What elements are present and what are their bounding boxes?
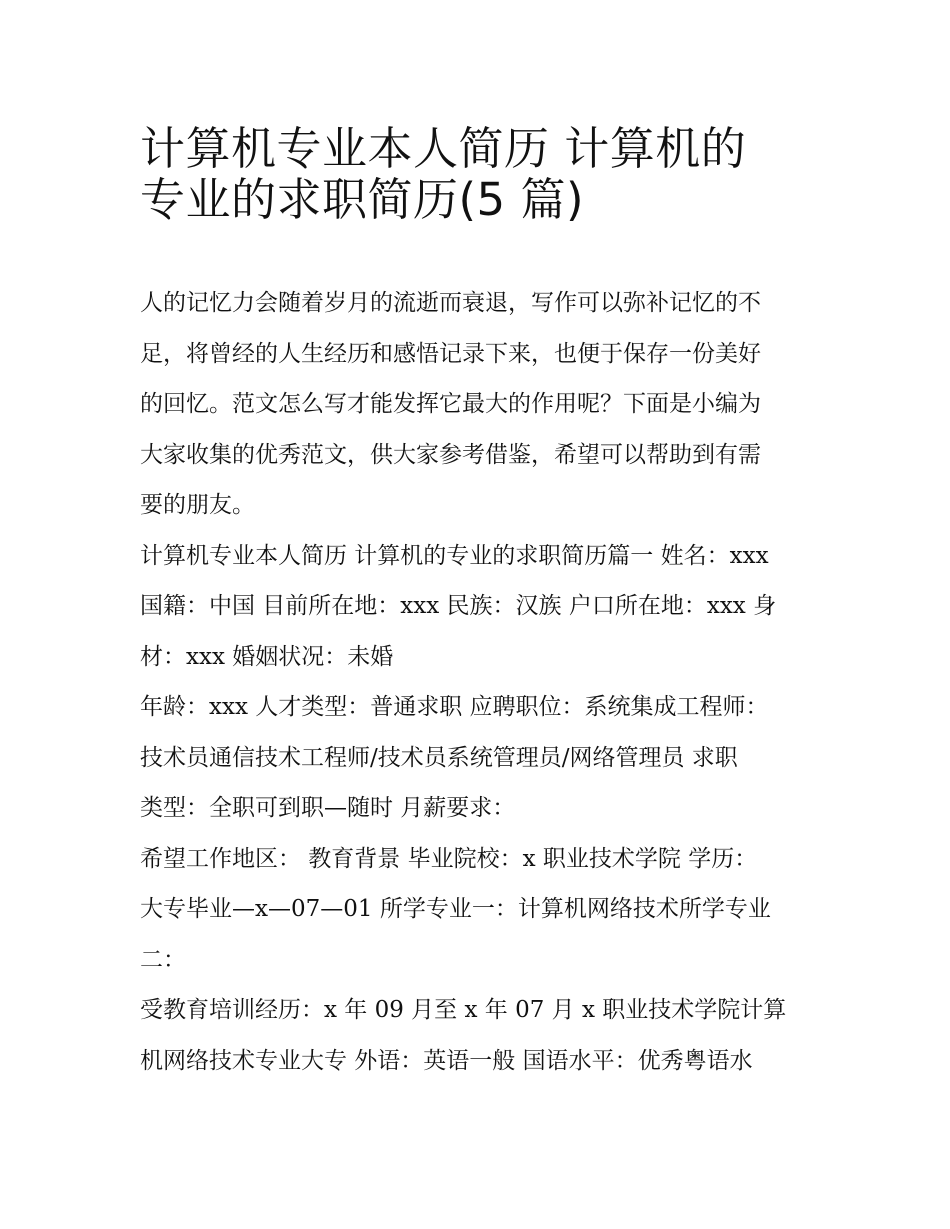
text-line: 要的朋友。 [140, 492, 255, 518]
intro-paragraph [140, 278, 820, 531]
text-line: 足，将曾经的人生经历和感悟记录下来，也便于保存一份美好 [140, 340, 761, 367]
text-line: 大专毕业—x—07—01 所学专业一：计算机网络技术所学专业 [140, 896, 771, 922]
text-line: 年龄：xxx 人才类型：普通求职 应聘职位：系统集成工程师： [140, 694, 769, 720]
text-line: 希望工作地区： 教育背景 毕业院校：x 职业技术学院 学历： [140, 845, 758, 872]
text-line: 大家收集的优秀范文，供大家参考借鉴，希望可以帮助到有需 [140, 441, 761, 468]
text-line: 受教育培训经历：x 年 09 月至 x 年 07 月 x 职业技术学院计算 [140, 997, 787, 1023]
text-line: 人的记忆力会随着岁月的流逝而衰退，写作可以弥补记忆的不 [140, 290, 761, 316]
text-line: 材：xxx 婚姻状况：未婚 [140, 643, 394, 670]
text-line: 技术员通信技术工程师/技术员系统管理员/网络管理员 求职 [140, 744, 738, 771]
text-line: 国籍：中国 目前所在地：xxx 民族：汉族 户口所在地：xxx 身 [140, 593, 777, 619]
document-body [140, 278, 820, 1086]
text-line: 的回忆。范文怎么写才能发挥它最大的作用呢？下面是小编为 [140, 391, 761, 417]
title-line: 计算机专业本人简历 计算机的 [140, 122, 747, 175]
text-line: 二： [140, 946, 186, 973]
training-paragraph [140, 985, 820, 1086]
document-title [140, 112, 830, 226]
text-line: 计算机专业本人简历 计算机的专业的求职简历篇一 姓名：xxx [140, 542, 769, 569]
text-line: 机网络技术专业大专 外语：英语一般 国语水平：优秀粤语水 [140, 1047, 753, 1074]
personal-info-paragraph [140, 531, 820, 683]
job-intent-paragraph [140, 682, 820, 834]
education-paragraph [140, 834, 820, 986]
text-line: 类型：全职可到职—随时 月薪要求： [140, 795, 516, 821]
title-line: 专业的求职简历(5 篇) [140, 172, 585, 226]
